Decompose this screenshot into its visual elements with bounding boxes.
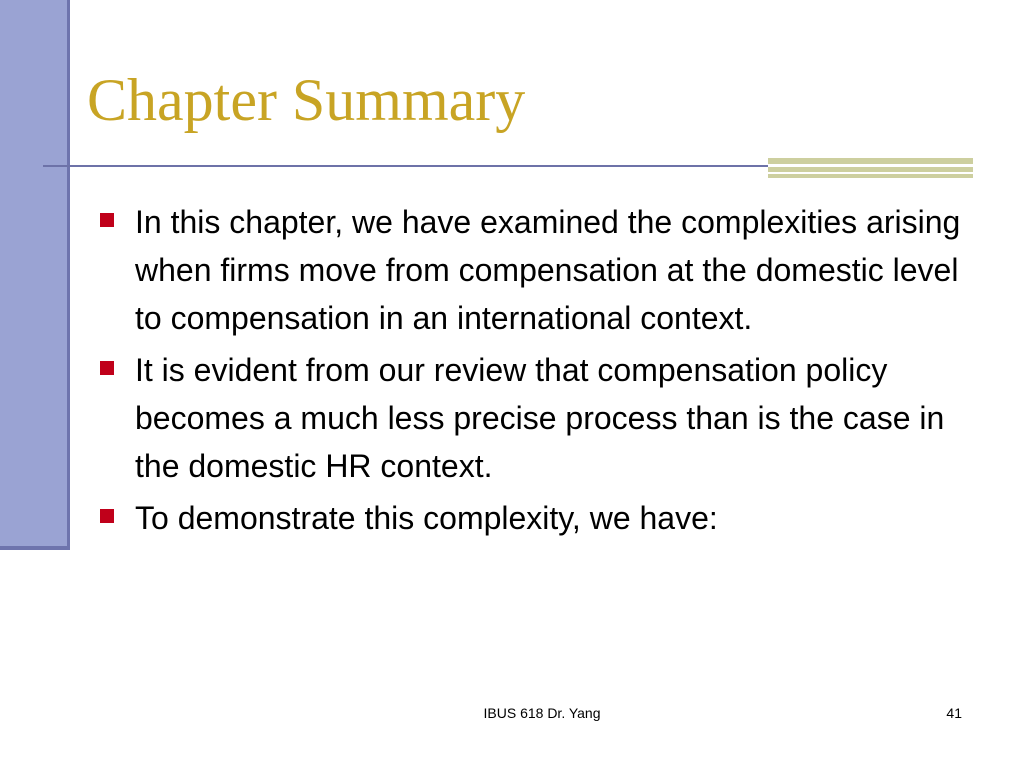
accent-stripe	[768, 158, 973, 178]
bullet-text: It is evident from our review that compensation policy becomes a much less precise process than is the case in the domestic HR context.	[135, 352, 945, 484]
bullet-text: In this chapter, we have examined the complexities arising when firms move from compensation at the domestic level to compensation in an international context.	[135, 204, 961, 336]
bullet-item	[96, 346, 976, 490]
bullet-list	[96, 198, 976, 546]
footer-text: IBUS 618 Dr. Yang	[483, 705, 601, 721]
bullet-item	[96, 198, 976, 342]
side-decoration-bar	[0, 0, 70, 550]
slide-title: Chapter Summary	[87, 67, 526, 133]
bullet-text: To demonstrate this complexity, we have:	[135, 500, 718, 536]
square-bullet-icon	[100, 509, 114, 523]
square-bullet-icon	[100, 361, 114, 375]
bullet-item	[96, 494, 976, 542]
page-number: 41	[946, 705, 962, 721]
square-bullet-icon	[100, 213, 114, 227]
